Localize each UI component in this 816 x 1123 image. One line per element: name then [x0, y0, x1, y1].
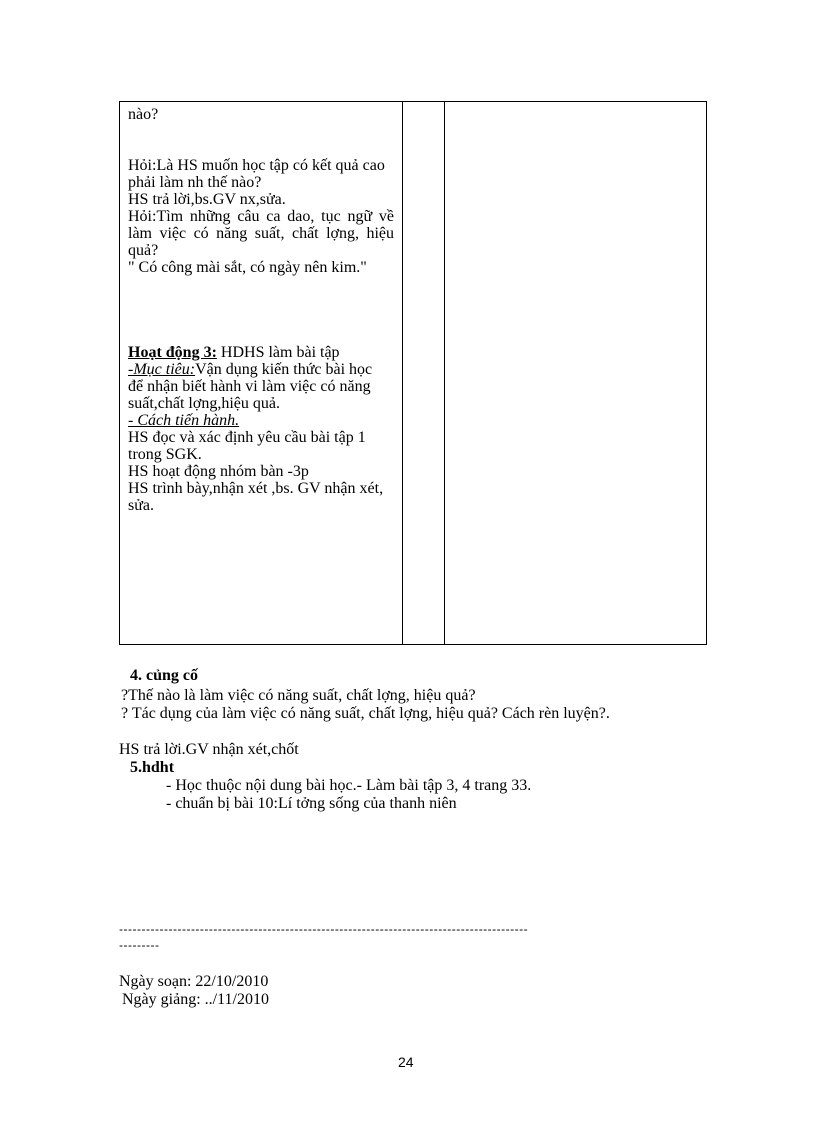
consolidation-question-1: ?Thế nào là làm việc có năng suất, chất lợng, hiệu quả?: [121, 687, 476, 704]
text-line: phải làm nh thế nào?: [128, 174, 262, 191]
empty-right-cell: [445, 102, 707, 645]
procedure-label: - Cách tiến hành.: [128, 412, 240, 429]
date-taught: Ngày giảng: ../11/2010: [122, 991, 269, 1008]
consolidation-question-2: ? Tác dụng của làm việc có năng suất, chất lợng, hiệu quả? Cách rèn luyện?.: [121, 705, 610, 722]
separator-line-continued: ---------: [119, 938, 160, 952]
empty-middle-cell: [403, 102, 445, 645]
text-line: sửa.: [128, 497, 154, 514]
text-line: HS trả lời,bs.GV nx,sửa.: [128, 191, 286, 208]
activity-cell: [120, 102, 403, 645]
objective-line: [128, 361, 394, 378]
separator-line: -------------------------------------------------------------------------------------------: [119, 922, 529, 936]
consolidation-answer: HS trả lời.GV nhận xét,chốt: [119, 741, 299, 758]
text-line: HS đọc và xác định yêu cầu bài tập 1: [128, 429, 366, 446]
homework-line-1: - Học thuộc nội dung bài học.- Làm bài tập 3, 4 trang 33.: [166, 777, 532, 794]
homework-line-2: - chuẩn bị bài 10:Lí tởng sống của thanh niên: [166, 795, 457, 812]
activity-3-line: [128, 344, 394, 361]
text-line: suất,chất lợng,hiệu quả.: [128, 395, 280, 412]
activity-3-title: HDHS làm bài tập: [220, 344, 340, 361]
activity-3-heading: Hoạt động 3:: [128, 344, 217, 361]
objective-text: Vận dụng kiến thức bài học: [195, 361, 373, 378]
text-line: Hỏi:Tìm những câu ca dao, tục ngữ về làm việc có năng suất, chất lợng, hiệu quả?: [128, 208, 394, 259]
text-line: Hỏi:Là HS muốn học tập có kết quả cao: [128, 157, 385, 174]
text-line: trong SGK.: [128, 446, 202, 463]
date-prepared: Ngày soạn: 22/10/2010: [119, 973, 269, 990]
text-line: HS trình bày,nhận xét ,bs. GV nhận xét,: [128, 480, 384, 497]
consolidation-heading: 4. củng cố: [130, 667, 198, 684]
text-line: để nhận biết hành vi làm việc có năng: [128, 378, 371, 395]
text-line: HS hoạt động nhóm bàn -3p: [128, 463, 309, 480]
objective-label: -Mục tiêu:: [128, 361, 196, 378]
text-line: " Có công mài sắt, có ngày nên kim.": [128, 259, 367, 276]
page-number: 24: [398, 1054, 414, 1070]
lesson-table: [119, 101, 707, 645]
homework-heading: 5.hdht: [130, 759, 175, 776]
text-line: nào?: [128, 106, 159, 123]
